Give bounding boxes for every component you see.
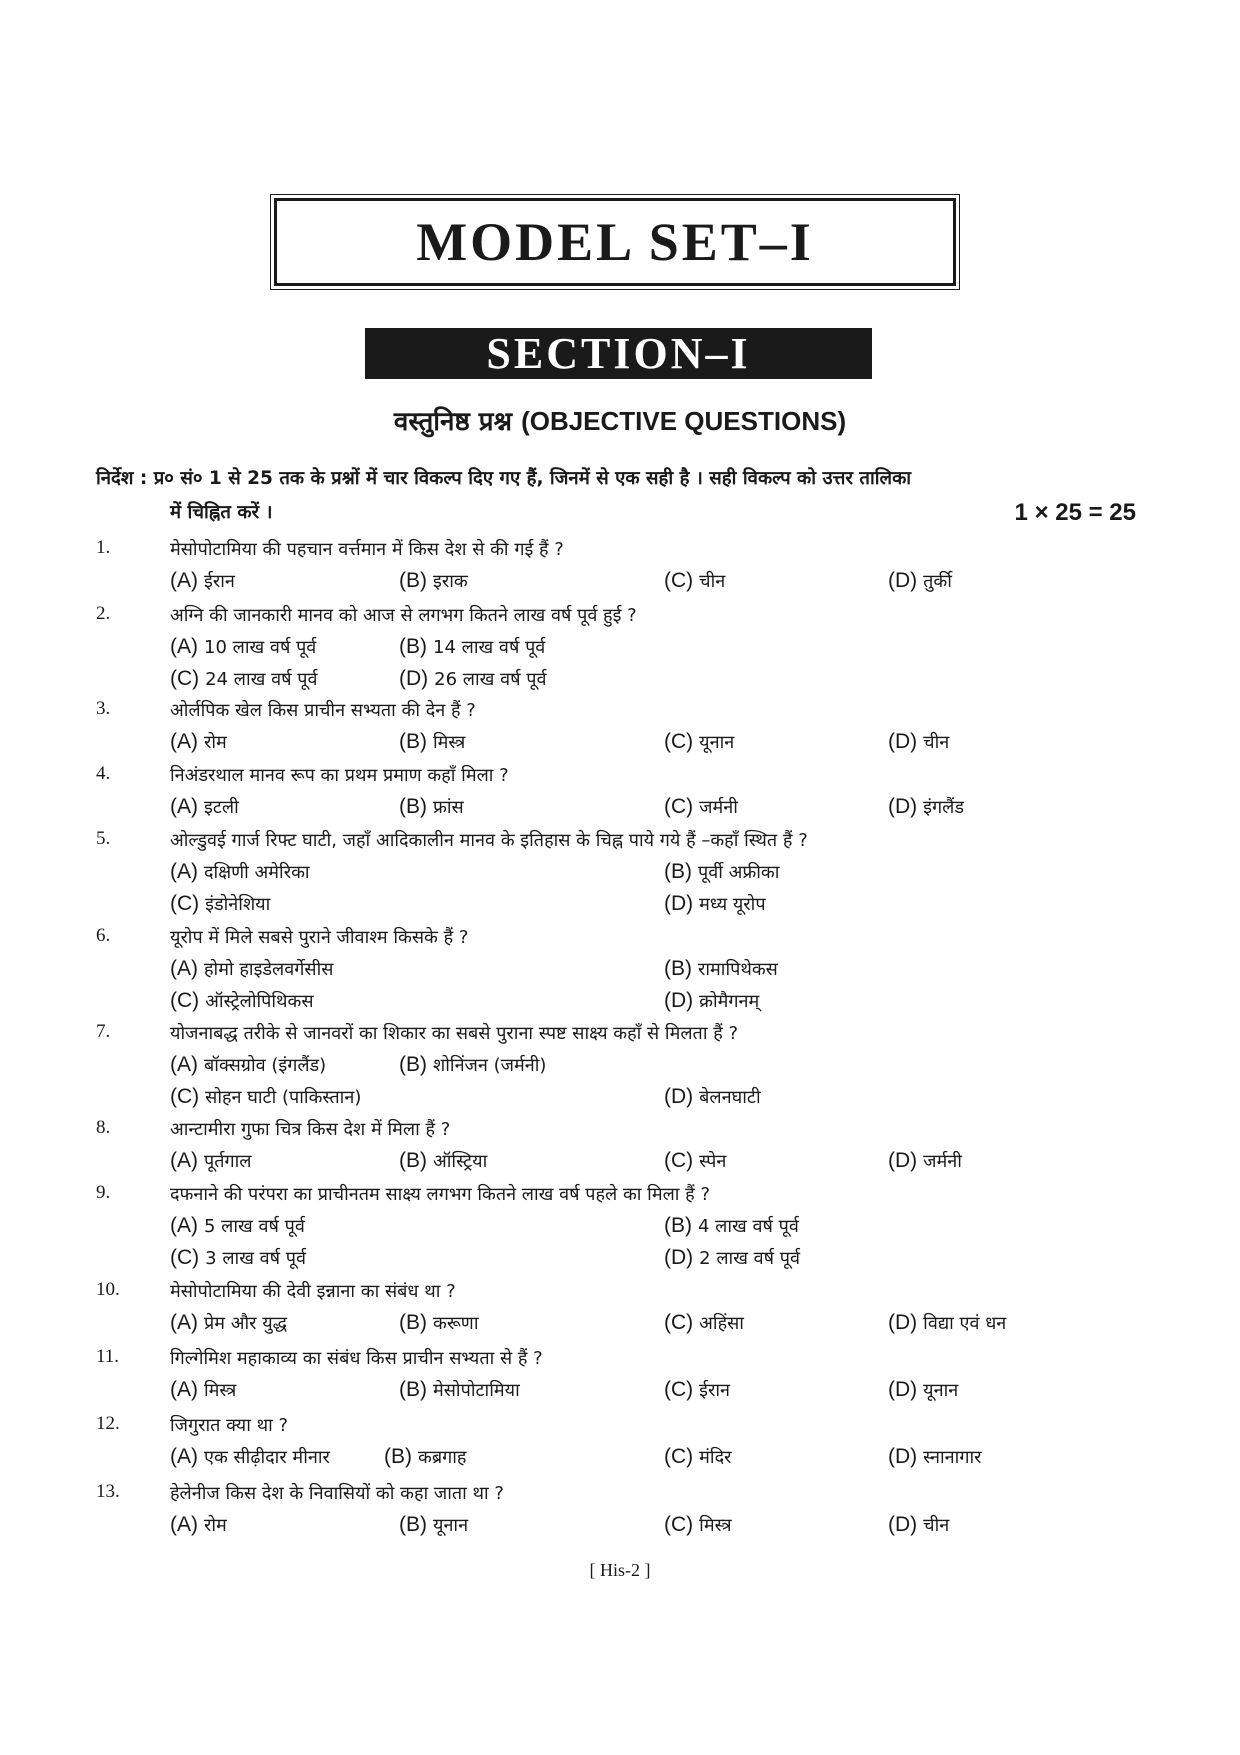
option-a: (A) रोम [170,1513,227,1536]
option-c: (C) मिस्त्र [664,1513,732,1536]
option-a: (A) मिस्त्र [170,1378,237,1401]
option-c: (C) ईरान [664,1378,731,1401]
question-text: आन्टामीरा गुफा चित्र किस देश में मिला हैं ? [170,1119,451,1140]
option-b: (B) फ्रांस [399,795,464,818]
option-c: (C) यूनान [664,730,735,753]
option-b: (B) 4 लाख वर्ष पूर्व [664,1214,799,1237]
question-text: योजनाबद्ध तरीके से जानवरों का शिकार का सबसे पुराना स्पष्ट साक्ष्य कहाँ से मिलता हैं ? [170,1023,739,1044]
question-number: 2. [96,603,111,624]
option-b: (B) मेसोपोटामिया [399,1378,520,1401]
question-text: अग्नि की जानकारी मानव को आज से लगभग कितने लाख वर्ष पूर्व हुई ? [170,605,637,626]
option-c: (C) स्पेन [664,1149,727,1172]
option-d: (D) 2 लाख वर्ष पूर्व [664,1246,801,1269]
directions-line-1: निर्देश : प्र० सं० 1 से 25 तक के प्रश्नों में चार विकल्प दिए गए हैं, जिनमें से एक सही है । सही विकल्प को उत्तर तालिका [96,468,912,489]
question-text: जिगुरात क्या था ? [170,1415,289,1436]
option-b: (B) यूनान [399,1513,469,1536]
option-d: (D) जर्मनी [888,1149,962,1172]
option-d: (D) तुर्की [888,569,952,592]
option-c: (C) चीन [664,569,726,592]
option-d: (D) 26 लाख वर्ष पूर्व [399,667,547,690]
option-b: (B) शोनिंजन (जर्मनी) [399,1053,547,1076]
option-b: (B) मिस्त्र [399,730,466,753]
option-d: (D) विद्या एवं धन [888,1311,1007,1334]
option-a: (A) प्रेम और युद्ध [170,1311,288,1334]
option-a: (A) पूर्तगाल [170,1149,252,1172]
question-number: 7. [96,1021,111,1042]
page-footer: [ His-2 ] [589,1560,651,1580]
option-b: (B) 14 लाख वर्ष पूर्व [399,635,546,658]
question-number: 6. [96,925,111,946]
option-d: (D) चीन [888,730,950,753]
model-set-title: MODEL SET–I [416,212,814,272]
question-number: 3. [96,698,111,719]
option-a: (A) दक्षिणी अमेरिका [170,860,310,883]
option-d: (D) मध्य यूरोप [664,892,766,915]
option-c: (C) इंडोनेशिया [170,892,271,915]
option-a: (A) 10 लाख वर्ष पूर्व [170,635,317,658]
option-a: (A) ईरान [170,569,235,592]
objective-heading [0,402,1240,438]
option-b: (B) करूणा [399,1311,479,1334]
option-c: (C) ऑस्ट्रेलोपिथिकस [170,989,314,1012]
section-title: SECTION–I [486,329,751,378]
option-b: (B) इराक [399,569,468,592]
objective-heading-hindi: वस्तुनिष्ठ प्रश्न [393,407,512,437]
question-text: ओल्डुवई गार्ज रिफ्ट घाटी, जहाँ आदिकालीन मानव के इतिहास के चिह्न पाये गये हैं –कहाँ स्थित हैं ? [170,830,808,851]
question-number: 8. [96,1117,111,1138]
option-d: (D) बेलनघाटी [664,1085,761,1108]
option-a: (A) रोम [170,730,227,753]
objective-heading-english: (OBJECTIVE QUESTIONS) [521,406,847,436]
question-text: गिल्गेमिश महाकाव्य का संबंध किस प्राचीन सभ्यता से हैं ? [170,1348,543,1369]
option-b: (B) ऑस्ट्रिया [399,1149,488,1172]
marks-total: 1 × 25 = 25 [1014,499,1136,526]
question-number: 12. [96,1413,120,1434]
question-number: 1. [96,537,111,558]
option-d: (D) चीन [888,1513,950,1536]
option-a: (A) होमो हाइडेलवर्गेसीस [170,957,334,980]
option-b: (B) पूर्वी अफ्रीका [664,860,780,883]
question-text: दफनाने की परंपरा का प्राचीनतम साक्ष्य लगभग कितने लाख वर्ष पहले का मिला हैं ? [170,1184,711,1205]
question-text: हेलेनीज किस देश के निवासियों को कहा जाता था ? [170,1483,504,1504]
option-b: (B) कब्रगाह [384,1445,467,1468]
option-c: (C) अहिंसा [664,1311,744,1334]
option-c: (C) जर्मनी [664,795,738,818]
model-set-title-box [274,198,956,286]
option-d: (D) इंगलैंड [888,795,964,818]
option-d: (D) यूनान [888,1378,959,1401]
question-number: 4. [96,763,111,784]
option-d: (D) क्रोमैगनम् [664,989,760,1012]
question-number: 13. [96,1481,120,1502]
option-c: (C) 24 लाख वर्ष पूर्व [170,667,318,690]
question-number: 10. [96,1279,120,1300]
option-a: (A) बॉक्सग्रोव (इंगलैंड) [170,1053,327,1076]
option-a: (A) एक सीढ़ीदार मीनार [170,1445,330,1468]
section-title-bar [365,328,872,379]
option-c: (C) 3 लाख वर्ष पूर्व [170,1246,307,1269]
directions-line-2: में चिह्नित करें । [170,502,273,523]
option-c: (C) सोहन घाटी (पाकिस्तान) [170,1085,362,1108]
question-text: मेसोपोटामिया की देवी इन्नाना का संबंध था ? [170,1281,456,1302]
question-text: यूरोप में मिले सबसे पुराने जीवाश्म किसके हैं ? [170,927,469,948]
question-text: मेसोपोटामिया की पहचान वर्त्तमान में किस देश से की गई हैं ? [170,539,564,560]
directions-line-2-row [96,496,1136,530]
question-number: 11. [96,1346,120,1367]
option-c: (C) मंदिर [664,1445,732,1468]
directions [96,462,1136,530]
question-number: 5. [96,828,111,849]
option-b: (B) रामापिथेकस [664,957,778,980]
question-number: 9. [96,1182,111,1203]
question-text: निअंडरथाल मानव रूप का प्रथम प्रमाण कहाँ मिला ? [170,765,509,786]
option-a: (A) इटली [170,795,239,818]
question-text: ओर्लपिक खेल किस प्राचीन सभ्यता की देन हैं ? [170,700,476,721]
option-a: (A) 5 लाख वर्ष पूर्व [170,1214,305,1237]
option-d: (D) स्नानागार [888,1445,982,1468]
